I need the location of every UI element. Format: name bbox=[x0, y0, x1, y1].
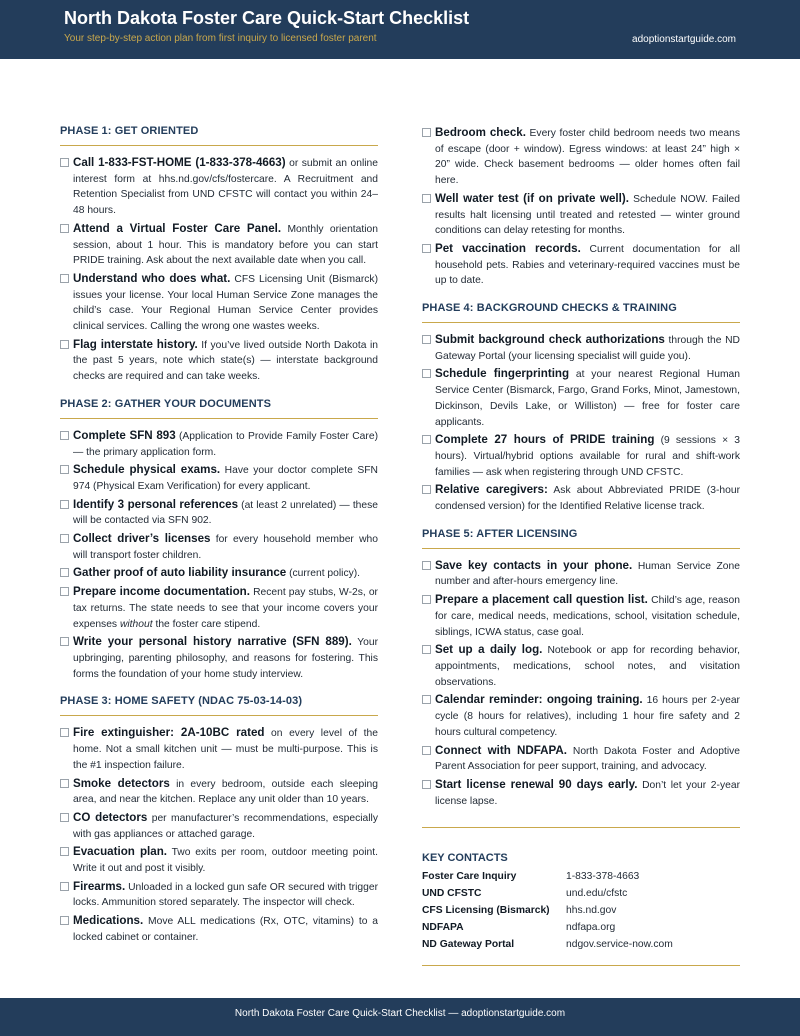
checkbox[interactable] bbox=[60, 465, 69, 474]
contact-label: UND CFSTC bbox=[422, 888, 482, 900]
item-lead: Flag interstate history. bbox=[73, 337, 198, 351]
checklist-item bbox=[422, 558, 740, 590]
item-body: Notebook or app for recording behavior, appointments, medications, school notes, and visitation observations. bbox=[435, 645, 740, 688]
item-body: Two exits per room, outdoor meeting point. Write it out and post it visibly. bbox=[73, 847, 378, 875]
checklist-item bbox=[60, 271, 378, 335]
checkbox[interactable] bbox=[60, 637, 69, 646]
checkbox[interactable] bbox=[422, 595, 431, 604]
item-body: for every household member who will transport foster children. bbox=[73, 534, 378, 561]
checklist-item bbox=[422, 592, 740, 640]
checklist-item bbox=[422, 241, 740, 289]
item-body: per manufacturer’s recommendations, especially with gas appliances or attached garage. bbox=[73, 812, 378, 840]
contact-row bbox=[422, 902, 740, 919]
contact-value: und.edu/cfstc bbox=[566, 888, 628, 900]
checklist-item bbox=[422, 432, 740, 480]
checklist-item bbox=[60, 155, 378, 219]
item-lead: Write your personal history narrative (SFN 889). bbox=[73, 635, 352, 649]
checklist-item bbox=[422, 366, 740, 430]
item-emphasis: without bbox=[119, 618, 153, 630]
item-body: (Application to Provide Family Foster Care) — the primary application form. bbox=[73, 430, 378, 458]
item-lead: Call 1-833-FST-HOME (1-833-378-4663) bbox=[73, 156, 286, 169]
checkbox[interactable] bbox=[422, 746, 431, 755]
contact-label: CFS Licensing (Bismarck) bbox=[422, 905, 550, 917]
item-lead: Connect with NDFAPA. bbox=[435, 743, 568, 757]
checkbox[interactable] bbox=[422, 780, 431, 789]
item-lead: Medications. bbox=[73, 914, 144, 928]
checklist-item bbox=[60, 565, 378, 582]
checkbox[interactable] bbox=[422, 435, 431, 444]
checklist-item bbox=[60, 221, 378, 269]
item-lead: Calendar reminder: ongoing training. bbox=[435, 693, 643, 707]
contact-value: 1-833-378-4663 bbox=[566, 871, 640, 883]
checklist-item bbox=[422, 777, 740, 809]
checkbox[interactable] bbox=[60, 779, 69, 788]
item-body: through the ND Gateway Portal (your licensing specialist will guide you). bbox=[435, 335, 740, 362]
key-contacts-title: KEY CONTACTS bbox=[422, 852, 508, 865]
checkbox[interactable] bbox=[60, 568, 69, 577]
checkbox[interactable] bbox=[422, 485, 431, 494]
item-lead: Prepare a placement call question list. bbox=[435, 593, 648, 607]
item-body: at your nearest Regional Human Service Center (Bismarck, Fargo, Grand Forks, Minot, Jamestown, Dickinson, Devils Lake, or Williston) — free for foster care applicants. bbox=[435, 369, 740, 428]
item-lead: Identify 3 personal references bbox=[73, 497, 239, 511]
item-lead: Relative caregivers: bbox=[435, 483, 548, 497]
checklist-item bbox=[60, 497, 378, 529]
checklist-item bbox=[422, 692, 740, 740]
page-subtitle: Your step-by-step action plan from first inquiry to licensed foster parent bbox=[64, 33, 377, 44]
item-lead: Gather proof of auto liability insurance bbox=[73, 566, 287, 580]
page-title: North Dakota Foster Care Quick-Start Checklist bbox=[64, 8, 470, 28]
contact-value: ndfapa.org bbox=[566, 922, 616, 934]
checkbox[interactable] bbox=[60, 534, 69, 543]
key-contacts bbox=[422, 827, 740, 966]
checkbox[interactable] bbox=[422, 335, 431, 344]
checklist-item bbox=[60, 810, 378, 842]
page-footer bbox=[0, 998, 800, 1036]
checkbox[interactable] bbox=[60, 728, 69, 737]
checklist-item bbox=[422, 191, 740, 239]
item-body: CFS Licensing Unit (Bismarck) issues your license. Your local Human Service Zone manages the child’s case. Your Regional Human Service Center provides clinical services. Calling the wrong one wastes weeks. bbox=[73, 273, 379, 333]
checkbox[interactable] bbox=[422, 695, 431, 704]
contact-label: NDFAPA bbox=[422, 922, 464, 934]
item-body: Move ALL medications (Rx, OTC, vitamins) to a locked cabinet or container. bbox=[73, 916, 378, 943]
checklist-item bbox=[60, 879, 378, 911]
checkbox[interactable] bbox=[60, 847, 69, 856]
contact-label: Foster Care Inquiry bbox=[422, 871, 517, 883]
item-lead: Firearms. bbox=[73, 879, 126, 893]
item-body: 16 hours per 2-year cycle (8 hours for relatives), including 1 hour fire safety and 2 hours cultural competency. bbox=[435, 695, 740, 738]
item-body: in every bedroom, outside each sleeping area, and near the kitchen. Replace any unit older than 10 years. bbox=[73, 778, 379, 806]
checkbox[interactable] bbox=[60, 882, 69, 891]
item-lead: Collect driver’s licenses bbox=[73, 532, 211, 546]
item-lead: Schedule physical exams. bbox=[73, 463, 221, 477]
item-body: (current policy). bbox=[286, 568, 361, 580]
item-lead: Understand who does what. bbox=[73, 271, 231, 285]
item-lead: Prepare income documentation. bbox=[73, 585, 250, 599]
contact-row bbox=[422, 885, 740, 902]
item-body: Unloaded in a locked gun safe OR secured with trigger locks. Ammunition stored separately. The inspector will check. bbox=[73, 881, 378, 909]
checklist-item bbox=[422, 743, 740, 775]
checkbox[interactable] bbox=[60, 500, 69, 509]
item-body: North Dakota Foster and Adoptive Parent Association for peer support, training, and advocacy. bbox=[435, 745, 740, 773]
contact-row bbox=[422, 868, 740, 885]
phase-title: PHASE 3: HOME SAFETY (NDAC 75-03-14-03) bbox=[60, 695, 378, 716]
contact-row bbox=[422, 919, 740, 936]
checklist-item bbox=[422, 642, 740, 690]
checklist-item bbox=[60, 337, 378, 385]
item-lead: Complete SFN 893 bbox=[73, 428, 176, 442]
footer-text: North Dakota Foster Care Quick-Start Checklist — adoptionstartguide.com bbox=[234, 1008, 566, 1019]
item-body: (at least 2 unrelated) — these will be contacted via SFN 902. bbox=[73, 499, 379, 527]
checkbox[interactable] bbox=[422, 369, 431, 378]
item-body: Don’t let your 2-year license lapse. bbox=[435, 779, 740, 807]
item-body: or submit an online interest form at hhs.nd.gov/cfs/fostercare. A Recruitment and Retention Specialist from UND CFSTC will contact you within 24–48 hours. bbox=[73, 158, 378, 217]
item-lead: Smoke detectors bbox=[73, 776, 170, 790]
checkbox[interactable] bbox=[60, 274, 69, 283]
site-url: adoptionstartguide.com bbox=[632, 34, 736, 45]
checkbox[interactable] bbox=[422, 128, 431, 137]
item-lead: Set up a daily log. bbox=[435, 643, 543, 657]
checkbox[interactable] bbox=[422, 194, 431, 203]
phase-3 bbox=[60, 695, 378, 945]
item-body: Monthly orientation session, about 1 hour. This is mandatory before you can start PRIDE training. Ask about the next available date when you call. bbox=[73, 223, 378, 267]
item-body-tail: the foster care stipend. bbox=[152, 618, 261, 630]
item-body: Every foster child bedroom needs two means of escape (door + window). Egress windows: at least 24” high × 20” wide. Check basement bedrooms — older homes often fail here. bbox=[435, 128, 741, 187]
phase-4 bbox=[422, 302, 740, 515]
item-body: Have your doctor complete SFN 974 (Physical Exam Verification) for every applicant. bbox=[73, 465, 378, 492]
item-body: If you’ve lived outside North Dakota in the past 5 years, note which state(s) — interstate background checks are required and can take weeks. bbox=[73, 339, 379, 383]
item-body: Schedule NOW. Failed results halt licensing until treated and retested — winter ground conditions can delay retesting for months. bbox=[435, 193, 740, 237]
phase-2 bbox=[60, 398, 378, 683]
item-lead: Save key contacts in your phone. bbox=[435, 558, 633, 572]
checklist-item bbox=[60, 462, 378, 494]
checklist-item bbox=[60, 725, 378, 773]
left-column bbox=[60, 125, 378, 948]
item-lead: Start license renewal 90 days early. bbox=[435, 777, 638, 791]
item-lead: Attend a Virtual Foster Care Panel. bbox=[73, 221, 282, 235]
checkbox[interactable] bbox=[60, 916, 69, 925]
phase-title: PHASE 5: AFTER LICENSING bbox=[422, 528, 740, 549]
checkbox[interactable] bbox=[60, 158, 69, 167]
checklist-item bbox=[422, 332, 740, 364]
checklist-item bbox=[60, 634, 378, 682]
item-lead: Evacuation plan. bbox=[73, 845, 168, 859]
checkbox[interactable] bbox=[60, 431, 69, 440]
item-lead: CO detectors bbox=[73, 810, 148, 824]
item-lead: Pet vaccination records. bbox=[435, 241, 581, 255]
item-body: Ask about Abbreviated PRIDE (3-hour condensed version) for the Identified Relative license track. bbox=[435, 485, 740, 513]
checkbox[interactable] bbox=[60, 813, 69, 822]
phase-title: PHASE 2: GATHER YOUR DOCUMENTS bbox=[60, 398, 378, 419]
item-body: Child’s age, reason for care, medical needs, medications, school, visitation schedule, siblings, ICWA status, case goal. bbox=[435, 595, 740, 638]
contact-label: ND Gateway Portal bbox=[422, 939, 515, 951]
checkbox[interactable] bbox=[422, 645, 431, 654]
item-lead: Schedule fingerprinting bbox=[435, 367, 570, 381]
phase-title: PHASE 4: BACKGROUND CHECKS & TRAINING bbox=[422, 302, 740, 323]
item-lead: Well water test (if on private well). bbox=[435, 191, 629, 205]
checkbox[interactable] bbox=[422, 561, 431, 570]
item-body: Human Service Zone number and after-hours emergency line. bbox=[435, 560, 740, 588]
checkbox[interactable] bbox=[60, 340, 69, 349]
item-body: Your upbringing, parenting philosophy, and reasons for fostering. This forms the foundation of your home study interview. bbox=[73, 637, 379, 680]
checklist-item bbox=[60, 844, 378, 876]
contact-value: ndgov.service-now.com bbox=[566, 939, 673, 951]
item-lead: Fire extinguisher: 2A-10BC rated bbox=[73, 726, 265, 740]
right-column bbox=[422, 125, 740, 966]
checklist-item bbox=[60, 584, 378, 632]
contact-row bbox=[422, 936, 740, 953]
item-lead: Bedroom check. bbox=[435, 126, 526, 139]
phase-3-continued bbox=[422, 125, 740, 289]
item-body: Recent pay stubs, W-2s, or tax returns. The state needs to see that your income covers your expenses bbox=[73, 587, 378, 630]
checklist-item bbox=[422, 482, 740, 514]
checklist-item bbox=[60, 776, 378, 808]
checklist-item bbox=[422, 125, 740, 189]
item-body: on every level of the home. Not a small kitchen unit — must be multi-purpose. This is the #1 inspection failure. bbox=[73, 728, 379, 771]
checklist-item bbox=[60, 428, 378, 460]
checklist-item bbox=[60, 913, 378, 945]
checkbox[interactable] bbox=[60, 587, 69, 596]
phase-title: PHASE 1: GET ORIENTED bbox=[60, 125, 378, 146]
item-body: Current documentation for all household pets. Rabies and veterinary-required vaccines must be up to date. bbox=[435, 243, 740, 287]
phase-1 bbox=[60, 125, 378, 385]
checkbox[interactable] bbox=[422, 244, 431, 253]
item-body: (9 sessions × 3 hours). Virtual/hybrid options available for rural and shift-work families — ask when registering through UND CFSTC. bbox=[435, 435, 740, 478]
item-lead: Submit background check authorizations bbox=[435, 333, 665, 347]
checklist-item bbox=[60, 531, 378, 563]
contact-value: hhs.nd.gov bbox=[566, 905, 617, 917]
page-header bbox=[0, 0, 800, 59]
item-lead: Complete 27 hours of PRIDE training bbox=[435, 433, 655, 447]
checkbox[interactable] bbox=[60, 224, 69, 233]
phase-5 bbox=[422, 528, 740, 810]
